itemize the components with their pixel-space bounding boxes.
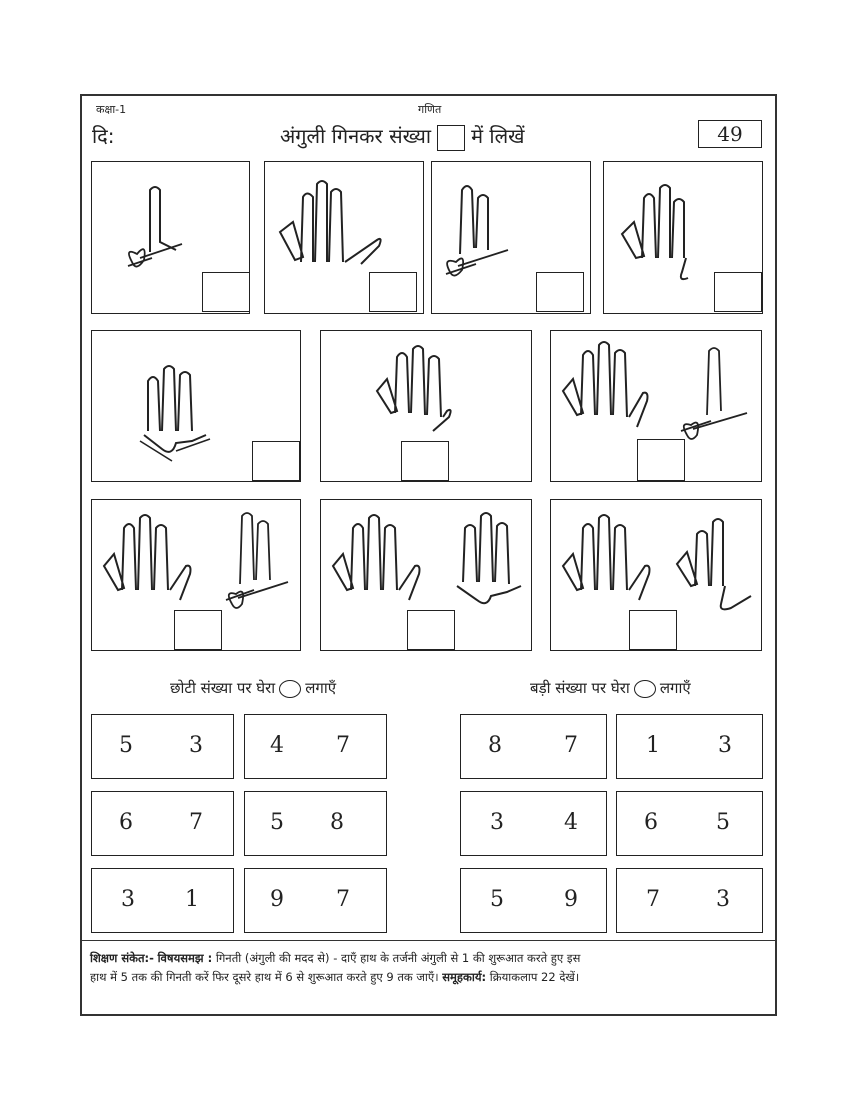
pair-number[interactable]: 7 bbox=[336, 887, 350, 912]
pair-number[interactable]: 8 bbox=[330, 810, 344, 835]
answer-box[interactable] bbox=[369, 272, 417, 312]
number-pair-box bbox=[244, 714, 387, 779]
subject-understanding-label: विषयसमझ : bbox=[157, 951, 213, 965]
group-work-label: समूहकार्य: bbox=[442, 970, 487, 984]
class-label: कक्षा-1 bbox=[96, 103, 127, 116]
hand-panel bbox=[431, 161, 591, 314]
pair-number[interactable]: 5 bbox=[119, 733, 133, 758]
answer-box[interactable] bbox=[629, 610, 677, 650]
pair-number[interactable]: 6 bbox=[644, 810, 658, 835]
number-pair-box bbox=[244, 868, 387, 933]
hand-panel bbox=[91, 161, 250, 314]
pair-number[interactable]: 1 bbox=[185, 887, 199, 912]
pair-number[interactable]: 4 bbox=[564, 810, 578, 835]
pair-number[interactable]: 9 bbox=[270, 887, 284, 912]
worksheet bbox=[80, 94, 777, 1016]
number-pair-box bbox=[244, 791, 387, 856]
pair-number[interactable]: 3 bbox=[718, 733, 732, 758]
circle-icon bbox=[279, 680, 301, 698]
answer-box[interactable] bbox=[536, 272, 584, 312]
hand-panel bbox=[603, 161, 763, 314]
pair-number[interactable]: 3 bbox=[121, 887, 135, 912]
number-pair-box bbox=[460, 714, 607, 779]
hand-panel bbox=[91, 499, 301, 651]
answer-box[interactable] bbox=[401, 441, 449, 481]
hand-panel bbox=[550, 499, 762, 651]
pair-number[interactable]: 9 bbox=[564, 887, 578, 912]
number-pair-box bbox=[91, 714, 234, 779]
pair-number[interactable]: 4 bbox=[270, 733, 284, 758]
smaller-number-instruction bbox=[170, 678, 336, 698]
pair-number[interactable]: 3 bbox=[716, 887, 730, 912]
teaching-note-text-1: गिनती (अंगुली की मदद से) - दाएँ हाथ के तर्जनी अंगुली से 1 की शुरूआत करते हुए इस bbox=[215, 951, 581, 965]
page-number: 49 bbox=[698, 120, 762, 148]
number-pair-box bbox=[460, 791, 607, 856]
answer-box[interactable] bbox=[174, 610, 222, 650]
pair-number[interactable]: 6 bbox=[119, 810, 133, 835]
answer-box[interactable] bbox=[202, 272, 250, 312]
number-pair-box bbox=[616, 791, 763, 856]
answer-box[interactable] bbox=[252, 441, 300, 481]
pair-number[interactable]: 3 bbox=[490, 810, 504, 835]
teaching-note bbox=[82, 940, 775, 1014]
pair-number[interactable]: 3 bbox=[189, 733, 203, 758]
smaller-text-after: लगाएँ bbox=[305, 679, 336, 697]
instruction-text-before: अंगुली गिनकर संख्या bbox=[280, 124, 432, 148]
teaching-note-text-2: हाथ में 5 तक की गिनती करें फिर दूसरे हाथ में 6 से शुरूआत करते हुए 9 तक जाएँ। bbox=[90, 970, 439, 984]
pair-number[interactable]: 7 bbox=[564, 733, 578, 758]
hand-panel bbox=[550, 330, 762, 482]
pair-number[interactable]: 7 bbox=[646, 887, 660, 912]
teaching-note-text-3: क्रियाकलाप 22 देखें। bbox=[489, 970, 580, 984]
pair-number[interactable]: 7 bbox=[189, 810, 203, 835]
number-pair-box bbox=[460, 868, 607, 933]
hand-panel bbox=[91, 330, 301, 482]
number-pair-box bbox=[91, 791, 234, 856]
answer-box[interactable] bbox=[637, 439, 685, 481]
hand-panel bbox=[320, 499, 532, 651]
sample-answer-box bbox=[437, 125, 465, 151]
number-pair-box bbox=[91, 868, 234, 933]
bigger-text-after: लगाएँ bbox=[659, 679, 691, 697]
pair-number[interactable]: 7 bbox=[336, 733, 350, 758]
number-pair-box bbox=[616, 868, 763, 933]
pair-number[interactable]: 8 bbox=[488, 733, 502, 758]
teaching-hint-label: शिक्षण संकेत:- bbox=[90, 951, 154, 965]
subject-label: गणित bbox=[418, 103, 442, 116]
bigger-number-instruction bbox=[530, 678, 691, 698]
circle-icon bbox=[634, 680, 656, 698]
teaching-note-line-2 bbox=[90, 968, 767, 987]
number-pair-box bbox=[616, 714, 763, 779]
answer-box[interactable] bbox=[714, 272, 762, 312]
pair-number[interactable]: 5 bbox=[270, 810, 284, 835]
teaching-note-line-1 bbox=[90, 949, 767, 968]
pair-number[interactable]: 5 bbox=[490, 887, 504, 912]
hand-panel bbox=[264, 161, 424, 314]
pair-number[interactable]: 1 bbox=[646, 733, 660, 758]
pair-number[interactable]: 5 bbox=[716, 810, 730, 835]
answer-box[interactable] bbox=[407, 610, 455, 650]
date-label: दि: bbox=[92, 124, 115, 148]
instruction bbox=[280, 122, 525, 151]
hand-panel bbox=[320, 330, 532, 482]
smaller-text-before: छोटी संख्या पर घेरा bbox=[170, 679, 276, 697]
bigger-text-before: बड़ी संख्या पर घेरा bbox=[530, 679, 630, 697]
instruction-text-after: में लिखें bbox=[471, 124, 525, 148]
